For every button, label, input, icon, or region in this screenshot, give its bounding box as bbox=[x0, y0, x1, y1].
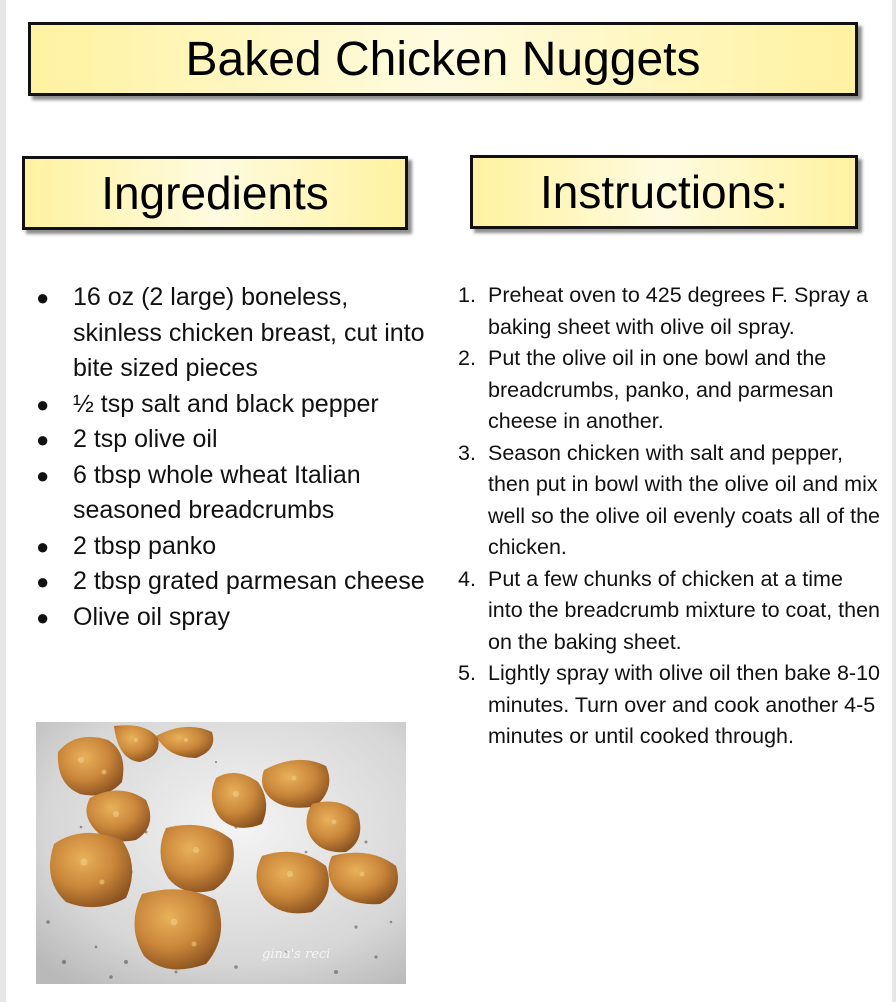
page-edge-right bbox=[892, 0, 896, 1002]
instructions-heading: Instructions: bbox=[470, 155, 858, 229]
instructions-list bbox=[458, 280, 882, 753]
step-text: Season chicken with salt and pepper, then put in bowl with the olive oil and mix well so the olive oil evenly coats all of the chicken. bbox=[488, 440, 880, 559]
ingredients-heading: Ingredients bbox=[22, 156, 408, 230]
recipe-title: Baked Chicken Nuggets bbox=[28, 22, 858, 96]
ingredient-text: ½ tsp salt and black pepper bbox=[73, 389, 379, 418]
ingredient-item bbox=[34, 458, 434, 529]
ingredient-text: 2 tsp olive oil bbox=[73, 425, 218, 453]
ingredient-item bbox=[34, 529, 434, 565]
step-number: 2. bbox=[458, 346, 476, 370]
instruction-step bbox=[458, 280, 882, 343]
bullet-icon: ● bbox=[36, 569, 50, 594]
photo-illustration bbox=[36, 722, 406, 984]
instruction-step bbox=[458, 564, 882, 659]
ingredients-list bbox=[34, 280, 434, 635]
instruction-step bbox=[458, 658, 882, 753]
ingredient-item bbox=[34, 564, 434, 600]
page-edge-left bbox=[0, 0, 6, 1002]
chicken-nuggets-photo bbox=[36, 722, 406, 984]
ingredient-text: 2 tbsp panko bbox=[73, 531, 217, 560]
step-number: 1. bbox=[458, 283, 476, 307]
ingredient-item bbox=[34, 280, 434, 387]
bullet-icon: ● bbox=[36, 285, 50, 310]
step-text: Put the olive oil in one bowl and the breadcrumbs, panko, and parmesan cheese in another. bbox=[488, 346, 834, 433]
ingredient-text: Olive oil spray bbox=[73, 602, 230, 631]
instruction-step bbox=[458, 343, 882, 438]
photo-watermark: gina's reci bbox=[262, 947, 331, 962]
ingredient-item bbox=[34, 422, 434, 458]
bullet-icon: ● bbox=[36, 533, 50, 559]
bullet-icon: ● bbox=[36, 427, 50, 452]
bullet-icon: ● bbox=[36, 391, 50, 417]
ingredient-text: 16 oz (2 large) boneless, skinless chicken breast, cut into bite sized pieces bbox=[73, 283, 425, 382]
ingredient-item bbox=[34, 387, 434, 423]
ingredient-item bbox=[34, 600, 434, 636]
instruction-step bbox=[458, 438, 882, 564]
step-text: Put a few chunks of chicken at a time into the breadcrumb mixture to coat, then on the baking sheet. bbox=[488, 566, 880, 654]
bullet-icon: ● bbox=[36, 462, 50, 488]
bullet-icon: ● bbox=[36, 604, 50, 630]
step-text: Lightly spray with olive oil then bake 8-10 minutes. Turn over and cook another 4-5 minutes or until cooked through. bbox=[488, 661, 880, 748]
step-text: Preheat oven to 425 degrees F. Spray a baking sheet with olive oil spray. bbox=[488, 283, 869, 339]
step-number: 4. bbox=[458, 566, 476, 591]
ingredient-text: 2 tbsp grated parmesan cheese bbox=[73, 567, 425, 595]
step-number: 3. bbox=[458, 440, 476, 465]
ingredient-text: 6 tbsp whole wheat Italian seasoned breadcrumbs bbox=[73, 460, 361, 524]
step-number: 5. bbox=[458, 661, 476, 685]
